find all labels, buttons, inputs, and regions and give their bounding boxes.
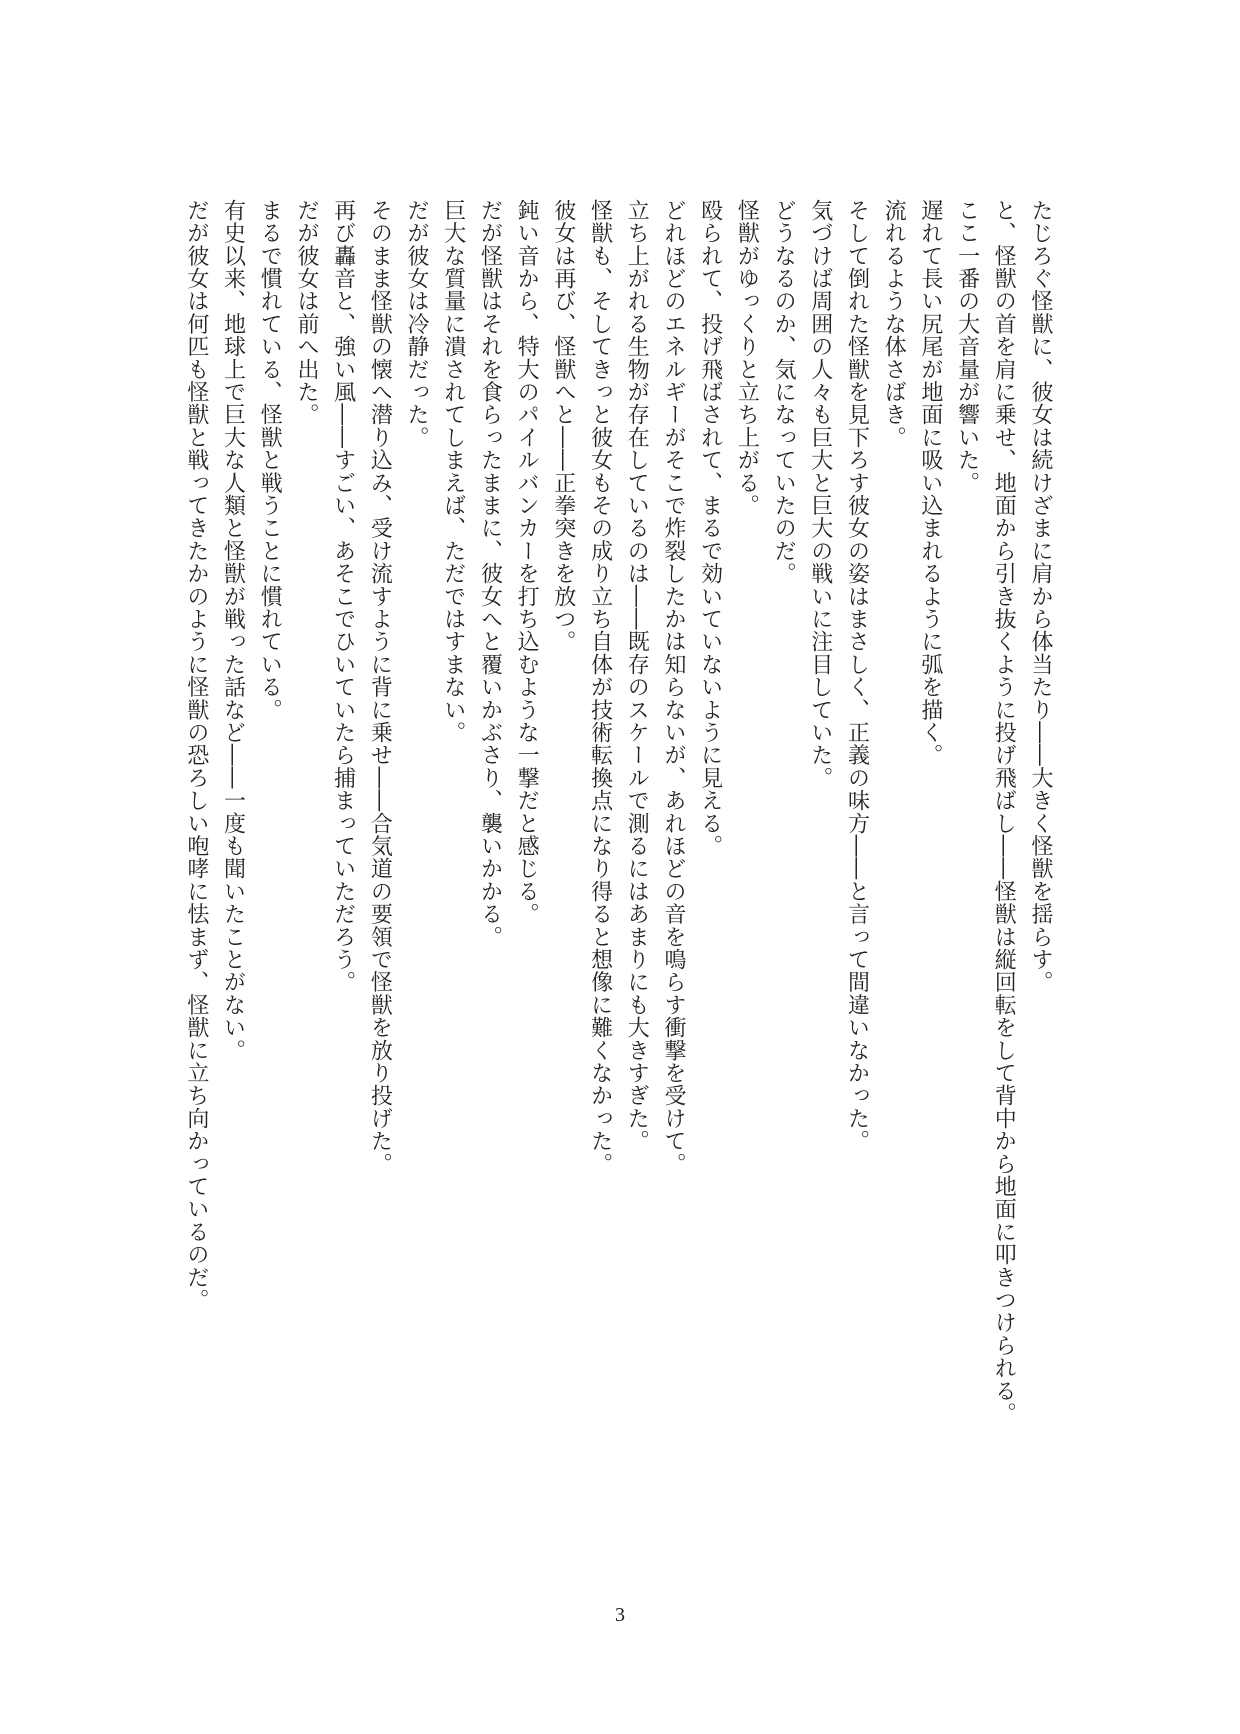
text-line: たじろぐ怪獣に、彼女は続けざまに肩から体当たり――大きく怪獣を揺らす。	[1028, 199, 1053, 994]
text-line: と、怪獣の首を肩に乗せ、地面から引き抜くように投げ飛ばし――怪獣は縦回転をして背中から地面に叩きつけられる。	[991, 199, 1017, 1425]
text-line: ここ一番の大音量が響いた。	[954, 199, 980, 495]
text-line: どうなるのか、気になっていたのだ。	[771, 199, 797, 585]
text-line: 怪獣も、そしてきっと彼女もその成り立ち自体が技術転換点になり得ると想像に難くなかった。	[587, 199, 613, 1176]
text-line: だが怪獣はそれを食らったままに、彼女へと覆いかぶさり、襲いかかる。	[477, 199, 503, 949]
text-line: 気づけば周囲の人々も巨大と巨大の戦いに注目していた。	[807, 199, 833, 790]
text-line: 流れるような体さばき。	[881, 199, 907, 449]
vertical-text-body	[177, 199, 1058, 1425]
text-line: 遅れて長い尻尾が地面に吸い込まれるように弧を描く。	[917, 199, 943, 767]
text-line: 再び轟音と、強い風――すごい、あそこでひいていたら捕まっていただろう。	[330, 199, 356, 994]
text-line: そして倒れた怪獣を見下ろす彼女の姿はまさしく、正義の味方――と言って間違いなかった。	[844, 199, 870, 1153]
text-line: 鈍い音から、特大のパイルバンカーを打ち込むような一撃だと感じる。	[514, 199, 540, 926]
text-line: 怪獣がゆっくりと立ち上がる。	[734, 199, 760, 517]
text-line: 彼女は再び、怪獣へと――正拳突きを放つ。	[550, 199, 576, 653]
text-line: 有史以来、地球上で巨大な人類と怪獣が戦った話など――一度も聞いたことがない。	[220, 199, 246, 1062]
text-line: だが彼女は何匹も怪獣と戦ってきたかのように怪獣の恐ろしい咆哮に怯まず、怪獣に立ち向かっているのだ。	[183, 199, 209, 1312]
text-line: だが彼女は前へ出た。	[293, 199, 319, 426]
text-line: 殴られて、投げ飛ばされて、まるで効いていないように見える。	[697, 199, 723, 858]
text-line: 巨大な質量に潰されてしまえば、ただではすまない。	[440, 199, 466, 744]
text-line: 立ち上がれる生物が存在しているのは――既存のスケールで測るにはあまりにも大きすぎた。	[624, 199, 650, 1153]
text-line: そのまま怪獣の懐へ潜り込み、受け流すように背に乗せ――合気道の要領で怪獣を放り投げた。	[367, 199, 393, 1176]
text-line: だが彼女は冷静だった。	[404, 199, 430, 449]
page-number: 3	[615, 1604, 625, 1626]
text-line: どれほどのエネルギーがそこで炸裂したかは知らないが、あれほどの音を鳴らす衝撃を受けて。	[660, 199, 686, 1176]
text-line: まるで慣れている、怪獣と戦うことに慣れている。	[257, 199, 283, 722]
